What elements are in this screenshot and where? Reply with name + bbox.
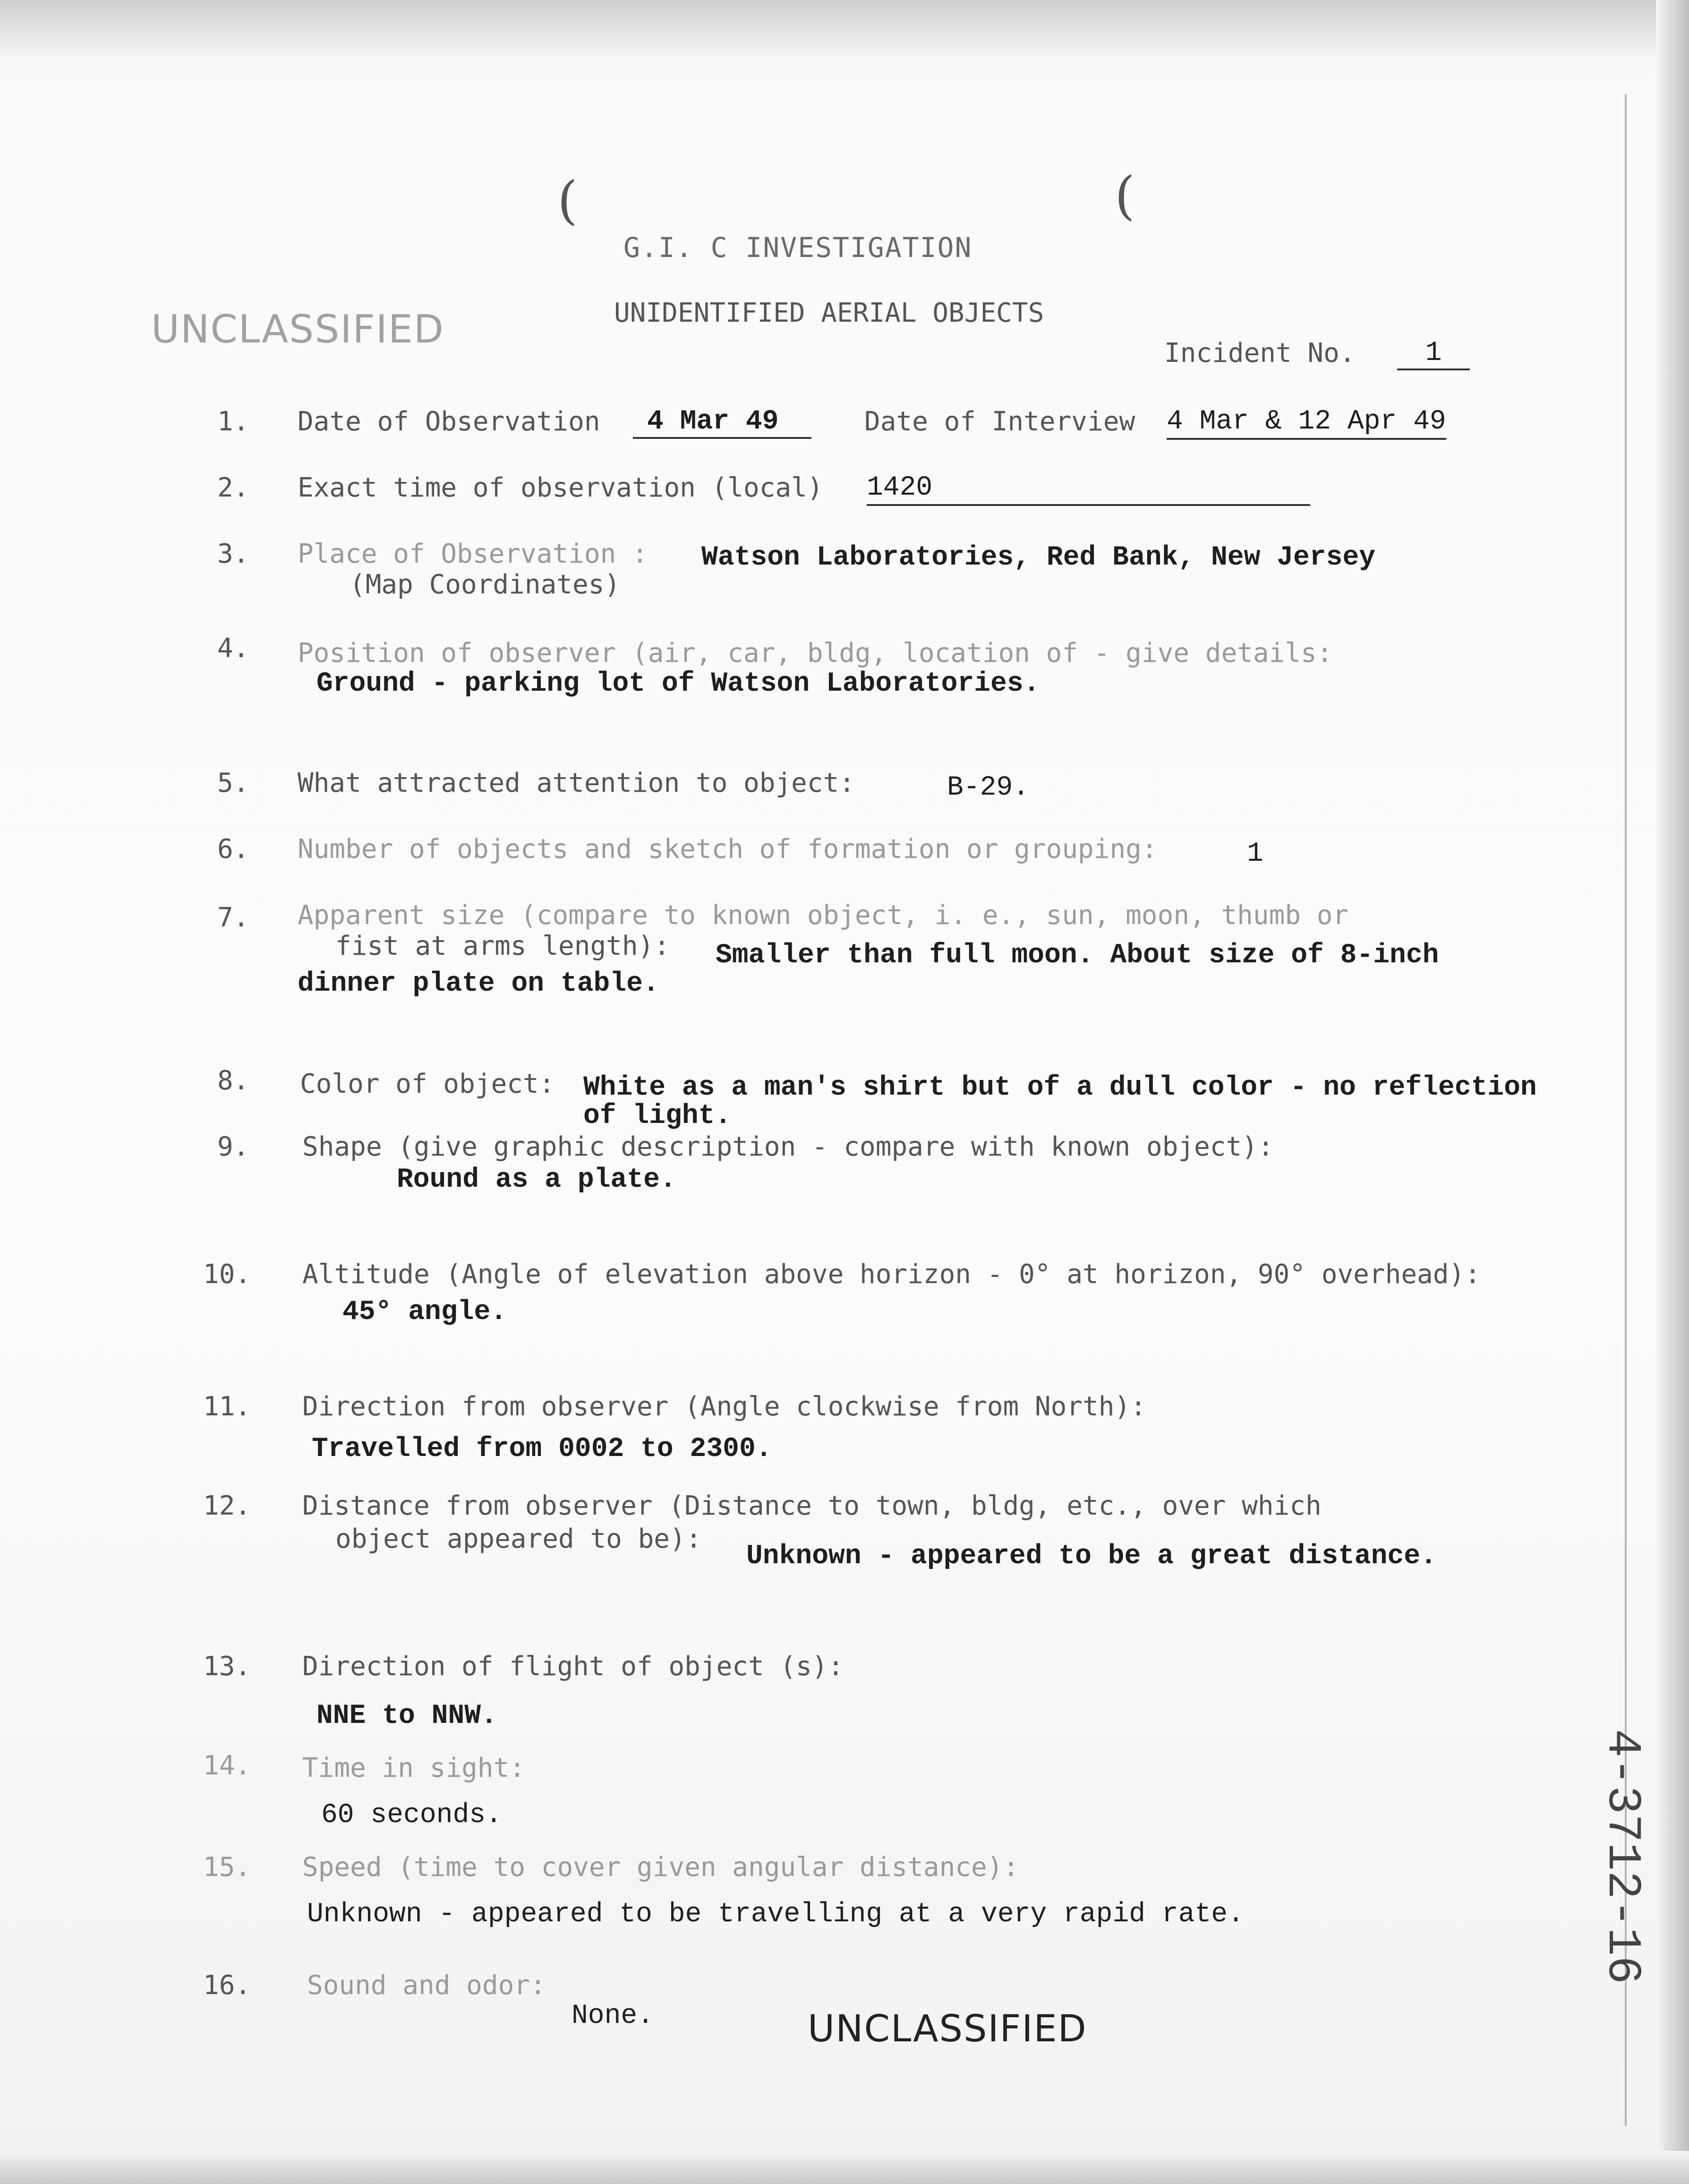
- apparent-size-value-cont: dinner plate on table.: [298, 968, 659, 999]
- item-number: 14.: [203, 1750, 251, 1781]
- item-number: 10.: [203, 1259, 251, 1290]
- item-number: 2.: [217, 472, 249, 503]
- attracted-attention-value: B-29.: [947, 772, 1030, 803]
- header-title-line2: UNIDENTIFIED AERIAL OBJECTS: [614, 298, 1044, 328]
- distance-from-observer-value: Unknown - appeared to be a great distance.: [746, 1541, 1437, 1572]
- direction-from-observer-value: Travelled from 0002 to 2300.: [312, 1434, 772, 1465]
- apparent-size-value: Smaller than full moon. About size of 8-inch: [716, 940, 1439, 971]
- item-number: 4.: [217, 633, 249, 664]
- altitude-label: Altitude (Angle of elevation above horizon - 0° at horizon, 90° overhead):: [302, 1259, 1481, 1290]
- time-in-sight-value: 60 seconds.: [321, 1800, 502, 1831]
- speed-value: Unknown - appeared to be travelling at a very rapid rate.: [307, 1899, 1244, 1930]
- item-number: 13.: [203, 1651, 251, 1682]
- color-of-object-value: White as a man's shirt but of a dull color - no reflection: [583, 1072, 1537, 1103]
- attracted-attention-label: What attracted attention to object:: [298, 768, 855, 798]
- scan-edge-top: [0, 0, 1689, 57]
- distance-from-observer-label-cont: object appeared to be):: [335, 1524, 702, 1554]
- item-number: 11.: [203, 1391, 251, 1422]
- sound-and-odor-value: None.: [572, 2001, 654, 2031]
- position-of-observer-value: Ground - parking lot of Watson Laboratories.: [316, 668, 1040, 699]
- incident-number-value: 1: [1386, 338, 1481, 368]
- number-of-objects-value: 1: [1247, 839, 1263, 869]
- item-number: 7.: [217, 902, 249, 933]
- item-number: 3.: [217, 539, 249, 569]
- shape-label: Shape (give graphic description - compare with known object):: [302, 1131, 1274, 1162]
- item-number: 1.: [217, 406, 249, 437]
- punch-mark-right: (: [1115, 165, 1135, 226]
- classification-stamp-top: UNCLASSIFIED: [151, 307, 444, 352]
- color-of-object-value-cont: of light.: [583, 1101, 732, 1131]
- item-number: 9.: [217, 1131, 249, 1162]
- direction-from-observer-label: Direction from observer (Angle clockwise from North):: [302, 1391, 1146, 1422]
- map-coordinates-label: (Map Coordinates): [350, 569, 621, 600]
- apparent-size-label: Apparent size (compare to known object, i. e., sun, moon, thumb or: [298, 900, 1349, 931]
- distance-from-observer-label: Distance from observer (Distance to town, bldg, etc., over which: [302, 1490, 1322, 1521]
- date-of-interview-label: Date of Interview: [864, 406, 1135, 437]
- exact-time-value: 1420: [867, 472, 1310, 503]
- date-of-interview-value: 4 Mar & 12 Apr 49: [1167, 406, 1446, 437]
- place-of-observation-value: Watson Laboratories, Red Bank, New Jersey: [701, 542, 1376, 573]
- color-of-object-label: Color of object:: [300, 1069, 555, 1099]
- shape-value: Round as a plate.: [397, 1165, 676, 1195]
- item-number: 15.: [203, 1852, 251, 1883]
- date-of-observation-label: Date of Observation: [298, 406, 600, 437]
- place-of-observation-label: Place of Observation :: [298, 539, 648, 569]
- margin-handwritten-note: 4-3712-16: [1595, 1729, 1648, 1985]
- direction-of-flight-label: Direction of flight of object (s):: [302, 1651, 844, 1682]
- date-of-observation-value: 4 Mar 49: [633, 406, 811, 437]
- header-title-line1: G.I. C INVESTIGATION: [623, 231, 972, 264]
- item-number: 5.: [217, 768, 249, 798]
- time-in-sight-label: Time in sight:: [302, 1753, 526, 1783]
- item-number: 12.: [203, 1490, 251, 1521]
- number-of-objects-label: Number of objects and sketch of formation or grouping:: [298, 834, 1158, 865]
- punch-mark-left: (: [557, 170, 578, 231]
- incident-number-label: Incident No.: [1164, 338, 1356, 368]
- item-number: 8.: [217, 1065, 249, 1096]
- sound-and-odor-label: Sound and odor:: [307, 1970, 546, 2001]
- item-number: 6.: [217, 834, 249, 865]
- altitude-value: 45° angle.: [342, 1297, 507, 1328]
- classification-stamp-bottom: UNCLASSIFIED: [808, 2008, 1087, 2050]
- direction-of-flight-value: NNE to NNW.: [316, 1701, 497, 1731]
- speed-label: Speed (time to cover given angular distance):: [302, 1852, 1019, 1883]
- position-of-observer-label: Position of observer (air, car, bldg, location of - give details:: [298, 638, 1333, 668]
- apparent-size-label-cont: fist at arms length):: [335, 931, 670, 961]
- exact-time-label: Exact time of observation (local): [298, 472, 823, 503]
- scan-edge-bottom: [0, 2151, 1689, 2184]
- scan-edge-right: [1656, 0, 1689, 2184]
- item-number: 16.: [203, 1970, 251, 2001]
